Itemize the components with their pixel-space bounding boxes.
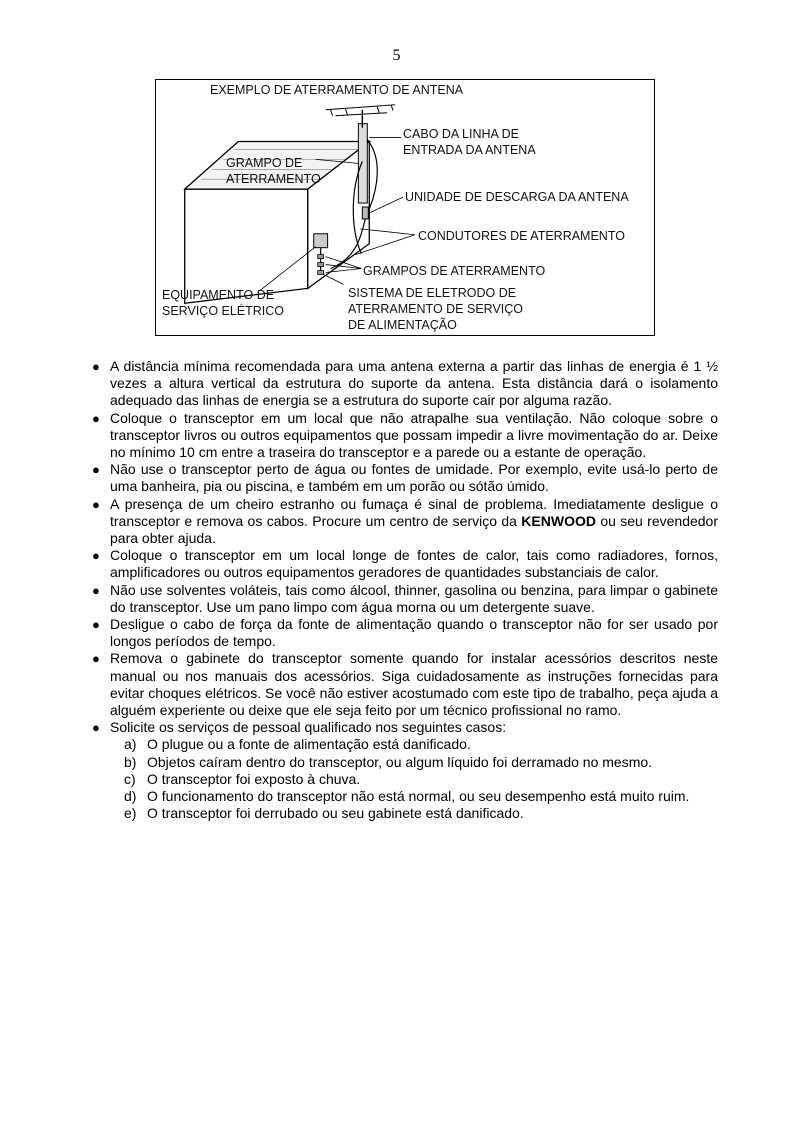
antenna-mast	[358, 124, 367, 203]
bullet-dot: ●	[92, 617, 100, 633]
label-electrode-system: SISTEMA DE ELETRODO DE ATERRAMENTO DE SERVIÇO DE ALIMENTAÇÃO	[348, 286, 524, 332]
discharge-unit	[362, 207, 368, 219]
figure-title: EXEMPLO DE ATERRAMENTO DE ANTENA	[210, 83, 464, 97]
sub-item: b) Objetos caíram dentro do transceptor, ou algum líquido foi derramado no mesmo.	[124, 753, 653, 770]
bullet-dot: ●	[92, 720, 100, 736]
label-lead-in-cable: CABO DA LINHA DE ENTRADA DA ANTENA	[403, 127, 536, 157]
bullet-item: ● A presença de um cheiro estranho ou fumaça é sinal de problema. Imediatamente desligue o transceptor e remova os cabos. Procure um centro de serviço da KENWOOD ou seu revendedor para obter ajuda.	[92, 495, 718, 547]
antenna-grounding-figure	[155, 79, 655, 336]
bullet-item: ● Remova o gabinete do transceptor somente quando for instalar acessórios descritos neste manual ou nos manuais dos acessórios. Siga cuidadosamente as instruções fornecidas para evitar choques elétricos. Se você não estiver acostumado com este tipo de trabalho, peça ajuda a alguém experiente ou deixe que ele seja feito por um técnico profissional no ramo.	[92, 650, 718, 719]
bullet-dot: ●	[92, 548, 100, 564]
brand-name: KENWOOD	[521, 512, 596, 529]
bullet-dot: ●	[92, 462, 100, 478]
ground-clamp	[318, 271, 324, 275]
bullet-dot: ●	[92, 651, 100, 667]
sub-item: a) O plugue ou a fonte de alimentação está danificado.	[124, 736, 471, 753]
label-grounding-conductors: CONDUTORES DE ATERRAMENTO	[418, 229, 625, 243]
page-number: 5	[392, 47, 401, 64]
label-service-equipment: EQUIPAMENTO DE SERVIÇO ELÉTRICO	[162, 288, 285, 318]
sub-item: c) O transceptor foi exposto à chuva.	[124, 770, 361, 787]
sub-item: d) O funcionamento do transceptor não está normal, ou seu desempenho está muito ruim.	[124, 788, 690, 805]
label-ground-clamps: GRAMPOS DE ATERRAMENTO	[363, 264, 546, 278]
service-equipment-box	[314, 234, 328, 248]
bullet-dot: ●	[92, 359, 100, 374]
label-ground-clamp: GRAMPO DE ATERRAMENTO	[226, 156, 321, 186]
antenna-element	[326, 105, 395, 110]
bullet-item: ● Coloque o transceptor em um local que não atrapalhe sua ventilação. Não coloque sobre o transceptor livros ou outros equipamentos que possam impedir a livre movimentação do ar. Deixe no mínimo 10 cm entre a traseira do transceptor e a parede ou a estante de operação.	[92, 409, 718, 461]
bullet-dot: ●	[92, 496, 100, 512]
leader-line	[369, 197, 403, 213]
antenna-element	[336, 113, 388, 116]
bullet-dot: ●	[92, 582, 100, 598]
bullet-dot: ●	[92, 410, 100, 426]
bullet-item: ● Não use o transceptor perto de água ou fontes de umidade. Por exemplo, evite usá-lo perto de uma banheira, pia ou piscina, e também em um porão ou sótão úmido.	[92, 461, 718, 495]
bullet-list	[92, 358, 718, 822]
leader-line	[324, 274, 344, 284]
bullet-item: ● Desligue o cabo de força da fonte de alimentação quando o transceptor não for ser usado por longos períodos de tempo.	[92, 616, 718, 650]
label-discharge-unit: UNIDADE DE DESCARGA DA ANTENA	[405, 190, 629, 204]
bullet-item: ● Solicite os serviços de pessoal qualificado nos seguintes casos: a) O plugue ou a fonte de alimentação está danificado. b) Objetos caíram dentro do transceptor, ou algum líquido foi derramado no mesmo. c) O transceptor foi exposto à chuva. d) O funcionamento do transceptor não está normal, ou seu desempenho está muito ruim. e) O transceptor foi derrubado ou seu gabinete está danificado.	[92, 719, 718, 822]
ground-clamp	[318, 255, 324, 259]
safety-instructions	[92, 358, 718, 822]
bullet-item: ● Não use solventes voláteis, tais como álcool, thinner, gasolina ou benzina, para limpar o gabinete do transceptor. Use um pano limpo com água morna ou um detergente suave.	[92, 581, 718, 615]
bullet-item: ● Coloque o transceptor em um local longe de fontes de calor, tais como radiadores, fornos, amplificadores ou outros equipamentos geradores de quantidades substanciais de calor.	[92, 547, 718, 581]
sub-item: e) O transceptor foi derrubado ou seu gabinete está danificado.	[124, 805, 524, 822]
bullet-item: ● A distância mínima recomendada para uma antena externa a partir das linhas de energia é 1 ½ vezes a altura vertical da estrutura do suporte da antena. Esta distância dará o isolamento adequado das linhas de energia se a estrutura do suporte cair por alguma razão.	[92, 358, 718, 409]
sub-list	[110, 736, 718, 822]
ground-clamp	[318, 263, 324, 267]
